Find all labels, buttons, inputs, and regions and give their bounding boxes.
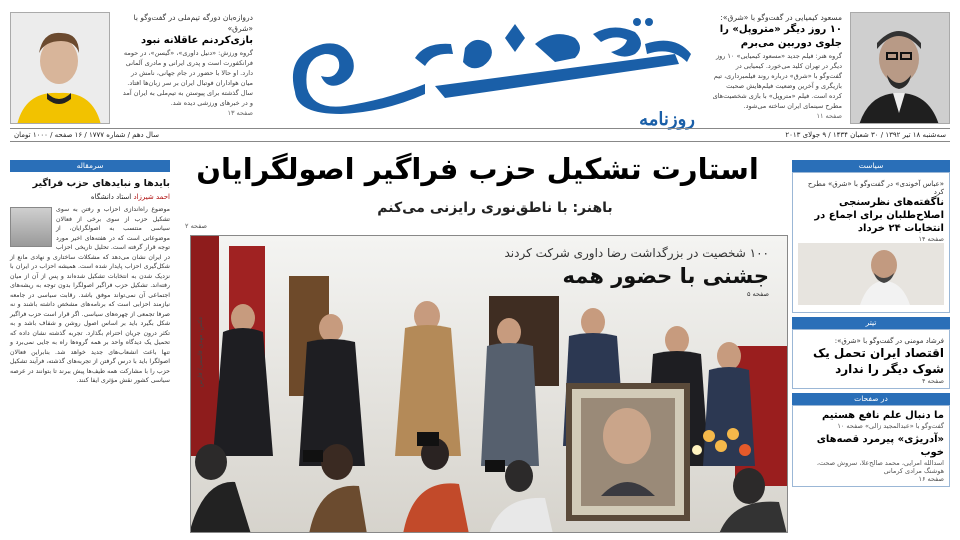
editorial-column[interactable] xyxy=(10,160,170,386)
section-tag-headline: تیتر xyxy=(792,317,950,329)
editorial-body xyxy=(10,205,170,386)
in-pages-item-2-page: صفحه ۱۶ xyxy=(918,475,944,483)
in-pages-item-2-sub: اسدالله امرایی، محمد صالح‌علا، سروش صحت، هوشنگ مرادی کرمانی xyxy=(816,459,944,475)
in-pages-item-2-headline: «آدریژی» پیرمرد قصه‌های خوب xyxy=(816,434,944,458)
editorial-author xyxy=(10,193,170,201)
section-tag-in-pages: در صفحات xyxy=(792,393,950,405)
main-page-ref: صفحه ۲ xyxy=(185,222,208,230)
in-pages-item-1-sub: گفت‌وگو با «عبدالمجید زالی» صفحه ۱۰ xyxy=(837,422,944,430)
politics-photo xyxy=(798,243,944,305)
person-silhouette-icon xyxy=(10,13,109,124)
teaser-kicker: دروازه‌بان دورگه تیم‌ملی در گفت‌وگو با «شرق» xyxy=(133,13,253,33)
masthead[interactable] xyxy=(275,8,695,130)
dateline-bar xyxy=(10,128,950,142)
politics-kicker: «عباس آخوندی» در گفت‌وگو با «شرق» مطرح کرد xyxy=(807,180,944,196)
shargh-logo xyxy=(275,14,695,118)
photo-headline: جشنی با حضور همه xyxy=(562,264,769,288)
top-left-teaser[interactable] xyxy=(118,12,253,119)
portrait-photo xyxy=(850,12,950,124)
section-tag-editorial: سرمقاله xyxy=(10,160,170,172)
photo-kicker: ۱۰۰ شخصیت در بزرگداشت رضا داوری شرکت کردند xyxy=(504,246,769,260)
editorial-headline: بایدها و نبایدهای حزب فراگیر xyxy=(32,178,170,189)
teaser-page: صفحه ۱۳ xyxy=(227,109,253,117)
teaser-page: صفحه ۱۱ xyxy=(816,112,842,120)
editorial-text: موضوع راه‌اندازی احزاب و رفتن به سوی تشکیل حزب از سوی برخی از فعالان سیاسی منتسب به اصولگرایان، از موضوعاتی است که در هفته‌های اخیر مورد توجه قرار گرفته است. تحلیل تاریخی احزاب در ایران نشان می‌دهد که مشکلات ساختاری و نهادی مانع از شکل‌گیری احزاب پایدار شده است. همیشه احزاب در ایران با نزدیک شدن به انتخابات تشکیل شده‌اند و پس از آن از میان رفته‌اند. تشکیل حزب فراگیر اصولگرا بدون توجه به ریشه‌های اجتماعی آن نمی‌تواند موفق باشد. رقابت سیاسی در جامعه نیازمند احزابی است که برنامه‌های مشخص داشته باشند و نه صرفا تجمعی از چهره‌های سیاسی. اگر قرار است حزب فراگیر شکل بگیرد باید بر اساس اصول روشن و شفاف باشد و به تکثر درون جریان احترام بگذارد. تجربه گذشته نشان داده که تحمیل یک دیدگاه واحد بر همه گروه‌ها راه به جایی نمی‌برد و تنها باعث انشعاب‌های جدید خواهد شد. بنابراین فعالان اصولگرا باید با درس گرفتن از تجربه‌های گذشته، فرآیند تشکیل حزب را با مشارکت همه طیف‌ها پیش ببرند تا بتوانند در عرصه سیاسی کشور نقش مؤثری ایفا کنند. xyxy=(10,206,170,384)
author-avatar xyxy=(10,207,52,247)
main-photo[interactable] xyxy=(190,235,788,533)
dateline-date: سه‌شنبه ۱۸ تیر ۱۳۹۲ / ۳۰ شعبان ۱۴۳۴ / ۹ جولای ۲۰۱۳ xyxy=(785,131,946,139)
person-silhouette-icon xyxy=(850,13,949,124)
teaser-body: گروه ورزش: «دنیل داوری»، «گیسن»، در حومه فرانکفورت است و پدری ایرانی و مادری آلمانی دارد. او حالا با حضور در جام جهانی، نامش در میان هواداران فوتبال ایران بر سر زبان‌ها افتاد. سال گذشته برای پیوستن به تیم‌ملی به ایران آمد و در خبرهای ورزشی دیده شد. xyxy=(122,49,253,107)
main-subhead[interactable]: باهنر: با ناطق‌نوری رایزنی می‌کنم xyxy=(377,200,613,216)
photo-caption xyxy=(504,246,769,298)
politics-box[interactable] xyxy=(792,172,950,313)
in-pages-box[interactable] xyxy=(792,405,950,487)
dateline-issue: سال دهم / شماره ۱۷۷۷ / ۱۶ صفحه / ۱۰۰۰ تومان xyxy=(14,131,159,139)
top-left-portrait xyxy=(10,12,110,124)
economy-headline: اقتصاد ایران تحمل یک شوک دیگر را ندارد xyxy=(812,346,944,376)
masthead-subtitle: روزنامه xyxy=(639,109,695,130)
top-right-portrait xyxy=(850,12,950,124)
teaser-headline: ۱۰ روز دیگر «متروپل» را xyxy=(719,24,842,35)
right-column xyxy=(792,160,950,491)
photo-credit: عکس: مهدی قاسمی/ فارس xyxy=(197,316,204,388)
main-headline[interactable]: استارت تشکیل حزب فراگیر اصولگرایان xyxy=(196,152,759,186)
economy-box[interactable] xyxy=(792,329,950,389)
author-role: استاد دانشگاه xyxy=(90,193,132,201)
author-name: احمد شیرزاد xyxy=(133,193,170,201)
in-pages-item-1-headline: ما دنبال علم نافع هستیم xyxy=(821,410,944,421)
politics-page: صفحه ۱۴ xyxy=(918,235,944,243)
portrait-photo xyxy=(10,12,110,124)
teaser-headline: بازی‌کردنم عاقلانه نبود xyxy=(141,35,253,46)
teaser-kicker: مسعود کیمیایی در گفت‌وگو با «شرق»: xyxy=(720,13,842,22)
economy-page: صفحه ۴ xyxy=(921,377,944,385)
top-right-teaser[interactable] xyxy=(712,12,842,122)
section-tag-politics: سیاست xyxy=(792,160,950,172)
teaser-body: گروه هنر: فیلم جدید «مسعود کیمیایی» ۱۰ روز دیگر در تهران کلید می‌خورد. کیمیایی در گفت‌وگو با «شرق» درباره روند فیلمبرداری، تیم بازیگری و آخرین وضعیت فیلم‌هایش صحبت کرده است. فیلم «متروپل» با بازی شخصیت‌های مطرح سینمای ایران ساخته می‌شود. xyxy=(712,52,842,110)
photo-page-ref: صفحه ۵ xyxy=(746,290,769,298)
politics-headline: ناگفته‌های نظرسنجی اصلاح‌طلبان برای اجماع در انتخابات ۲۴ خرداد xyxy=(814,197,944,234)
economy-kicker: فرشاد مومنی در گفت‌وگو با «شرق»: xyxy=(834,337,944,345)
teaser-headline-2: جلوی دوربین می‌برم xyxy=(740,38,842,49)
